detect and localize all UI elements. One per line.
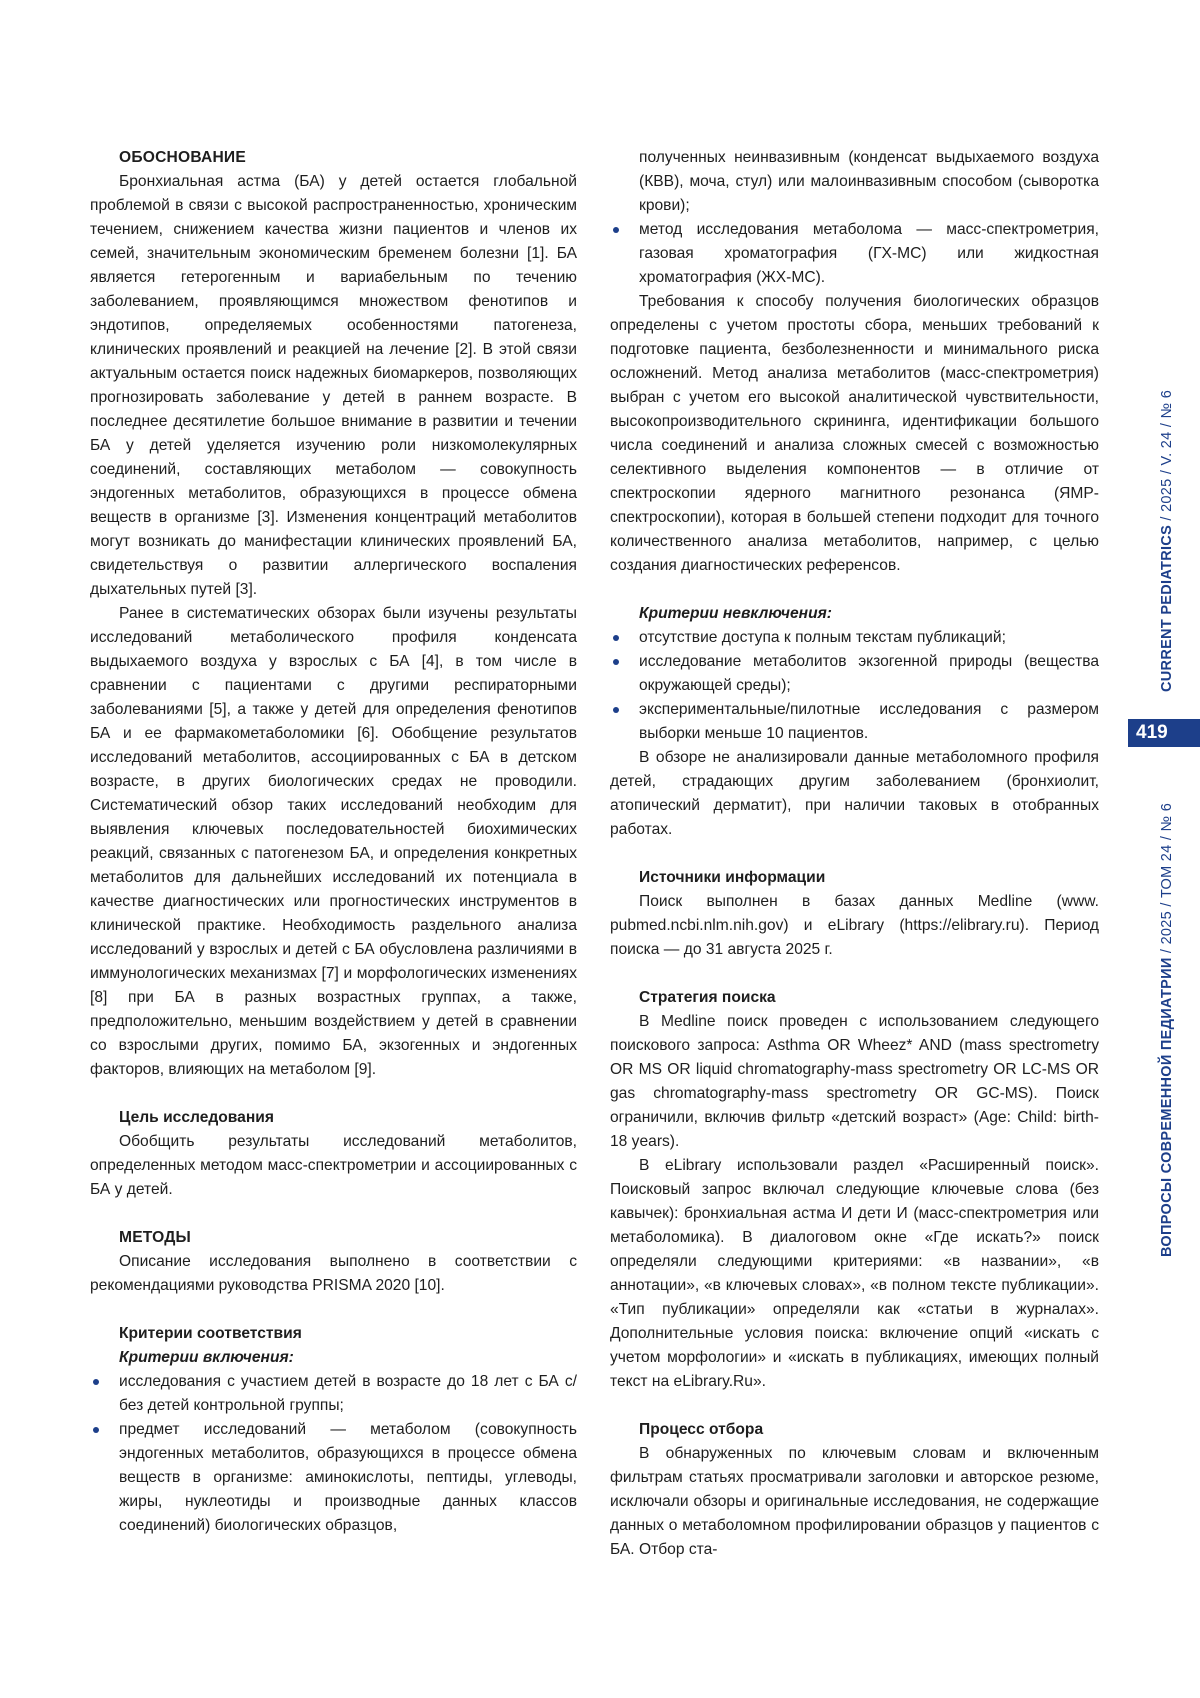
paragraph-background-2: Ранее в систематических обзорах были изучены результаты исследований метаболического профиля конденсата выдыхаемого воздуха у взрослых с БА [4], в том числе в сравнении с пациентами с другими респираторными заболеваниями [5], а также у детей для определения фенотипов БА и ее фармакометаболомики [6]. Обобщение результатов исследований метаболитов, ассоциированных с БА в детском возрасте, в других биологических средах не проводили. Систематический обзор таких исследований необходим для выявления ключевых последовательностей биохимических реакций, связанных с патогенезом БА, и определения конкретных метаболитов для дальнейших исследований их потенциала в качестве диагностических или прогностических инструментов в клинической практике. Необходимость раздельного анализа исследований у взрослых и детей с БА обусловлена различиями в иммунологических механизмах [7] и морфологических изменениях [8] при БА в разных возрастных группах, а также, предположительно, меньшим воздействием у детей в сравнении со взрослыми других, помимо БА, экзогенных и эндогенных факторов, влияющих на метаболом [9]. (90, 605, 577, 1078)
paragraph-background-1: Бронхиальная астма (БА) у детей остается глобальной проблемой в связи с высокой распространенностью, хроническим течением, снижением качества жизни пациентов и членов их семей, значительным экономическим бременем болезни [1]. БА является гетерогенным и вариабельным по течению заболеванием, проявляющимся множеством фенотипов и эндотипов, определяемых особенностями патогенеза, клинических проявлений и реакцией на лечение [2]. В этой связи актуальным остается поиск надежных биомаркеров, позволяющих прогнозировать заболевание у детей в раннем возрасте. В последнее десятилетие большое внимание в развитии и течении БА у детей уделяется изучению роли низкомолекулярных соединений, составляющих метаболом — совокупность эндогенных метаболитов, образующихся в процессе обмена веществ в организме [3]. Изменения концентраций метаболитов могут возникать до манифестации клинических проявлений БА, свидетельствуя о развитии аллергического воспаления дыхательных путей [3]. (90, 173, 577, 598)
list-item: исследования с участием детей в возрасте до 18 лет с БА с/без детей контрольной группы; (90, 1370, 577, 1418)
paragraph-exclusion-note: В обзоре не анализировали данные метаболомного профиля детей, страдающих другим заболеванием (бронхиолит, атопический дерматит), при наличии таковых в отобранных работах. (610, 749, 1099, 838)
list-item-continuation: полученных неинвазивным (конденсат выдыхаемого воздуха (КВВ), моча, стул) или малоинвазивным способом (сыворотка крови); (639, 149, 1099, 214)
subheading-exclusion: Критерии невключения: (639, 605, 832, 622)
inclusion-list-continued (610, 218, 1099, 290)
subheading-inclusion: Критерии включения: (119, 1349, 294, 1366)
list-item: отсутствие доступа к полным текстам публикаций; (610, 626, 1099, 650)
paragraph-methods: Описание исследования выполнено в соответствии с рекомендациями руководства PRISMA 2020 [10]. (90, 1253, 577, 1294)
paragraph-selection: В обнаруженных по ключевым словам и включенным фильтрам статьях просматривали заголовки и авторское резюме, исключали обзоры и оригинальные исследования, не содержащие данных о метаболомном профилировании образцов у пациентов с БА. Отбор ста- (610, 1445, 1099, 1558)
list-item: предмет исследований — метаболом (совокупность эндогенных метаболитов, образующихся в процессе обмена веществ в организме: аминокислоты, пептиды, углеводы, жиры, нуклеотиды и производные данных классов соединений) биологических образцов, (90, 1418, 577, 1538)
inclusion-list (90, 1370, 577, 1538)
right-column (610, 146, 1099, 1562)
paragraph-strategy-2: В eLibrary использовали раздел «Расширенный поиск». Поисковый запрос включал следующие ключевые слова (без кавычек): бронхиальная астма И дети И (масс-спектрометрия или метаболомика). В диалоговом окне «Где искать?» поиск определяли следующими критериями: «в названии», «в аннотации», «в ключевых словах», «в полном тексте публикации». «Тип публикации» определяли как «статьи в журналах». Дополнительные условия поиска: включение опций «искать с учетом морфологии» и «искать в публикациях, имеющих полный текст на eLibrary.Ru». (610, 1157, 1099, 1390)
list-item: метод исследования метаболома — масс-спектрометрия, газовая хроматография (ГХ-МС) или жидкостная хроматография (ЖХ-МС). (610, 218, 1099, 290)
journal-issue-ru: / 2025 / ТОМ 24 / № 6 (1159, 802, 1175, 954)
running-header-ru (1159, 803, 1175, 1257)
paragraph-strategy-1: В Medline поиск проведен с использованием следующего поискового запроса: Asthma OR Wheez* AND (mass spectrometry OR MS OR liquid chromatography-mass spectrometry OR LC-MS OR gas chromatography-mass spectrometry OR GC-MS). Поиск ограничили, включив фильтр «детский возраст» (Age: Child: birth-18 years). (610, 1013, 1099, 1150)
subheading-selection: Процесс отбора (639, 1421, 764, 1438)
journal-title-en: CURRENT PEDIATRICS (1159, 524, 1175, 692)
exclusion-list (610, 626, 1099, 746)
paragraph-sources: Поиск выполнен в базах данных Medline (www. pubmed.ncbi.nlm.nih.gov) и eLibrary (https://elibrary.ru). Период поиска — до 31 августа 2025 г. (610, 893, 1099, 958)
journal-title-ru: ВОПРОСЫ СОВРЕМЕННОЙ ПЕДИАТРИИ (1159, 957, 1175, 1257)
subheading-strategy: Стратегия поиска (639, 989, 776, 1006)
section-heading-obosnovanie: ОБОСНОВАНИЕ (119, 149, 246, 166)
left-column (90, 146, 577, 1538)
journal-issue-en: / 2025 / V. 24 / № 6 (1159, 389, 1175, 521)
list-item: исследование метаболитов экзогенной природы (вещества окружающей среды); (610, 650, 1099, 698)
paragraph-requirements: Требования к способу получения биологических образцов определены с учетом простоты сбора, меньших требований к подготовке пациента, безболезненности и минимального риска осложнений. Метод анализа метаболитов (масс-спектрометрия) выбран с учетом его высокой аналитической чувствительности, высокопроизводительного скрининга, идентификации большого числа соединений и анализа сложных смесей с возможностью селективного выделения компонентов — в отличие от спектроскопии ядерного магнитного резонанса (ЯМР-спектроскопии), которая в большей степени подходит для точного количественного анализа метаболитов, например, с целью создания диагностических референсов. (610, 293, 1099, 574)
paragraph-goal: Обобщить результаты исследований метаболитов, определенных методом масс-спектрометрии и ассоциированных с БА у детей. (90, 1133, 577, 1198)
running-header-en (1159, 390, 1175, 692)
section-heading-methods: МЕТОДЫ (119, 1229, 192, 1246)
subheading-sources: Источники информации (639, 869, 826, 886)
subheading-criteria: Критерии соответствия (119, 1325, 302, 1342)
page-number: 419 (1128, 719, 1200, 747)
list-item: экспериментальные/пилотные исследования с размером выборки меньше 10 пациентов. (610, 698, 1099, 746)
subheading-goal: Цель исследования (119, 1109, 274, 1126)
